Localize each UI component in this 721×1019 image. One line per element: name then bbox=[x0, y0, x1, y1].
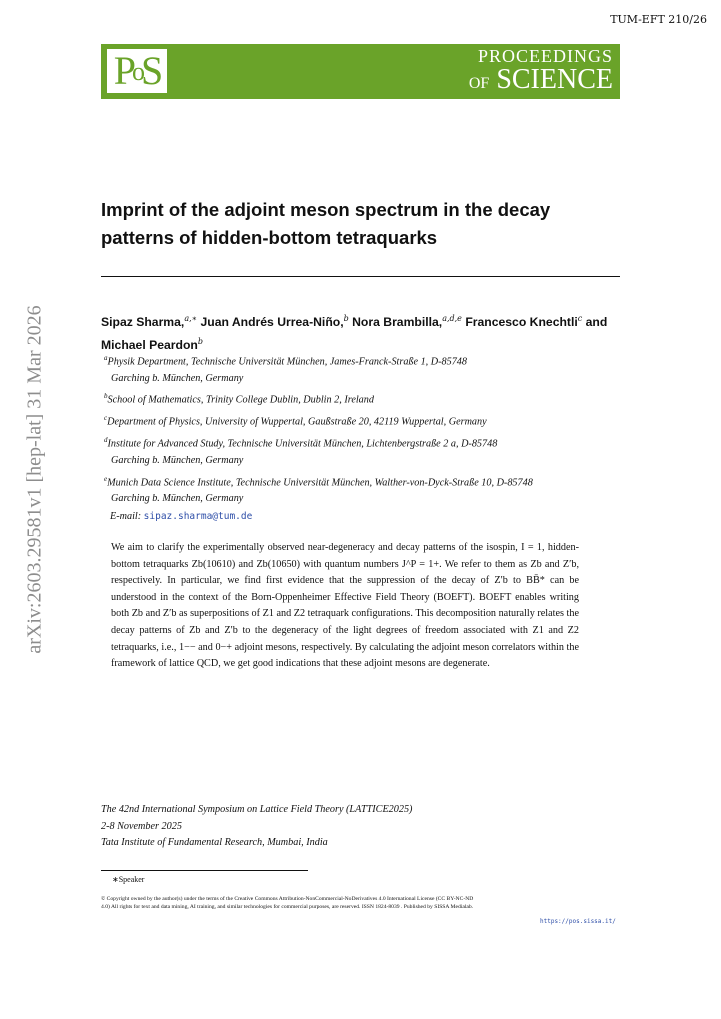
affiliation-line: Garching b. München, Germany bbox=[111, 493, 244, 505]
affiliations bbox=[104, 350, 624, 525]
email-line: E-mail: sipaz.sharma@tum.de bbox=[110, 510, 253, 522]
author-affiliation-marker: b bbox=[197, 337, 203, 347]
proceedings-of-science-wordmark bbox=[469, 47, 613, 94]
conference-name: The 42nd International Symposium on Lattice Field Theory (LATTICE2025) bbox=[101, 804, 413, 815]
affiliation-line: Physik Department, Technische Universität München, James-Franck-Straße 1, D-85748 bbox=[107, 356, 467, 368]
footnote-speaker: ∗Speaker bbox=[112, 875, 145, 884]
pos-logo-banner bbox=[101, 44, 620, 99]
author-affiliation-marker: a,∗ bbox=[184, 314, 198, 323]
author-list bbox=[101, 309, 621, 355]
affiliation-item bbox=[104, 388, 624, 409]
title-rule bbox=[101, 276, 620, 277]
affiliation-key: e bbox=[104, 474, 108, 483]
pos-logo-text: PoS bbox=[113, 48, 161, 93]
affiliation-key: d bbox=[104, 436, 108, 445]
author-name: Sipaz Sharma, bbox=[101, 315, 185, 330]
affiliation-item bbox=[104, 410, 624, 431]
affiliation-line: Garching b. München, Germany bbox=[111, 372, 244, 384]
affiliation-key: c bbox=[104, 414, 108, 423]
abstract: We aim to clarify the experimentally observed near-degeneracy and decay patterns of the isospin, I = 1, hidden-bottom tetraquarks Zb(10610) and Zb(10650) with quantum numbers J^P = 1+. We refer to them as Zb and Z′b, respectively. In particular, we find first evidence that the suppression of the decay of Z′b to BB̄* can be understood in the context of the Born-Oppenheimer Effective Field Theory (BOEFT). BOEFT enables writing both Zb and Z′b as superpositions of Z1 and Z2 tetraquark configurations. This decomposition naturally relates the decay patterns of Zb and Z′b to the degeneracy of the light degrees of freedom associated with Z1 and Z2 tetraquarks, i.e., 1−− and 0−+ adjoint mesons, respectively. By calculating the adjoint meson correlators within the framework of lattice QCD, we get good indications that these adjoint mesons are degenerate. bbox=[111, 542, 579, 670]
logo-line1: PROCEEDINGS bbox=[477, 46, 613, 66]
author-name: and Michael Peardon bbox=[101, 315, 608, 353]
report-number: TUM-EFT 210/26 bbox=[610, 13, 707, 26]
affiliation-line: School of Mathematics, Trinity College Dublin, Dublin 2, Ireland bbox=[107, 394, 374, 406]
pos-logo-mark bbox=[107, 49, 167, 93]
author-affiliation-marker: a,d,e bbox=[442, 314, 462, 323]
footnote-rule bbox=[101, 870, 308, 871]
affiliation-item bbox=[104, 432, 624, 469]
author-affiliation-marker: b bbox=[343, 314, 349, 323]
conference-info bbox=[101, 802, 601, 852]
conference-venue: Tata Institute of Fundamental Research, Mumbai, India bbox=[101, 837, 328, 848]
conference-dates: 2-8 November 2025 bbox=[101, 820, 182, 832]
affiliation-item bbox=[104, 350, 624, 387]
affiliation-line: Institute for Advanced Study, Technische Universität München, Lichtenbergstraße 2 a, D-85748 bbox=[107, 438, 498, 450]
affiliation-line: Garching b. München, Germany bbox=[111, 455, 244, 467]
affiliation-key: a bbox=[104, 354, 108, 362]
affiliation-item bbox=[104, 471, 624, 508]
email-link[interactable]: sipaz.sharma@tum.de bbox=[143, 510, 253, 522]
author-name: Francesco Knechtli bbox=[465, 315, 578, 330]
pos-url-link[interactable]: https://pos.sissa.it/ bbox=[540, 918, 616, 925]
affiliation-line: Department of Physics, University of Wuppertal, Gaußstraße 20, 42119 Wuppertal, Germany bbox=[107, 416, 487, 428]
paper-title: Imprint of the adjoint meson spectrum in the decay patterns of hidden-bottom tetraquarks bbox=[101, 199, 551, 248]
author-name: Nora Brambilla, bbox=[352, 315, 443, 330]
copyright-notice: © Copyright owned by the author(s) under the terms of the Creative Commons Attribution-NonCommercial-NoDerivatives 4.0 International License (CC BY-NC-ND 4.0) All rights for text and data mining, AI training, and similar technologies for commercial purposes, are reserved. ISSN 1824-8039 . Published by SISSA Medialab. bbox=[101, 896, 474, 910]
author-affiliation-marker: c bbox=[577, 314, 583, 323]
author-name: Juan Andrés Urrea-Niño, bbox=[200, 315, 344, 330]
affiliation-key: b bbox=[104, 392, 108, 401]
affiliation-line: Munich Data Science Institute, Technische Universität München, Walther-von-Dyck-Straße 10, D-85748 bbox=[107, 476, 533, 488]
logo-line2: OF SCIENCE bbox=[468, 64, 613, 95]
